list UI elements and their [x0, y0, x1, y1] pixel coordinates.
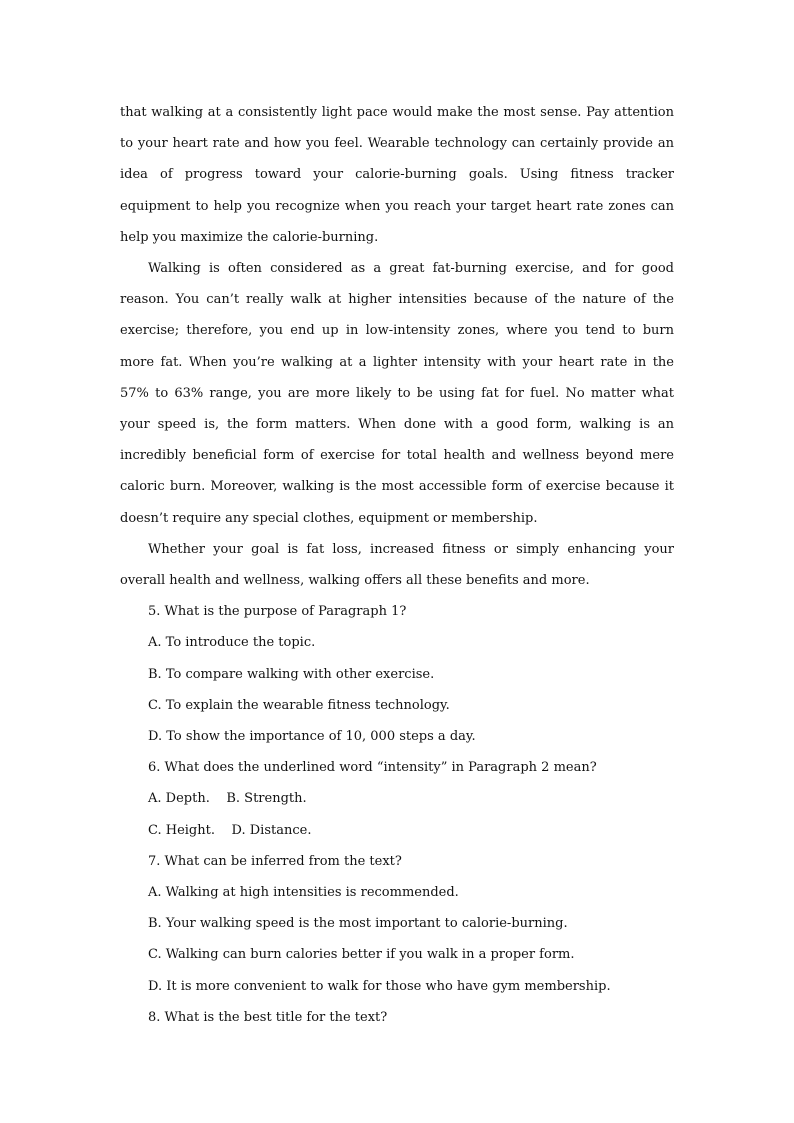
passage-paragraph-2: Walking is often considered as a great fat-burning exercise, and for good reason. You can’t really walk at higher intensities because of the nature of the exercise; therefore, you end up in low-intensity zones, where you tend to burn more fat. When you’re walking at a lighter intensity with your heart rate in the 57% to 63% range, you are more likely to be using fat for fuel. No matter what your speed is, the form matters. When done with a good form, walking is an incredibly beneficial form of exercise for total health and wellness beyond mere caloric burn. Moreover, walking is the most accessible form of exercise because it doesn’t require any special clothes, equipment or membership.: [120, 261, 674, 526]
document-page: [120, 97, 674, 1033]
question-7-option-b: B. Your walking speed is the most important to calorie-burning.: [148, 916, 568, 932]
question-6-options-cd: C. Height. D. Distance.: [148, 822, 312, 838]
question-5-stem: 5. What is the purpose of Paragraph 1?: [148, 604, 407, 620]
question-6-options-ab: A. Depth. B. Strength.: [148, 791, 307, 807]
question-5-option-b: B. To compare walking with other exercise.: [148, 666, 435, 682]
passage-paragraph-1: that walking at a consistently light pace would make the most sense. Pay attention to your heart rate and how you feel. Wearable technology can certainly provide an idea of progress toward your calorie-burning goals. Using fitness tracker equipment to help you recognize when you reach your target heart rate zones can help you maximize the calorie-burning.: [120, 105, 674, 245]
question-5-option-a: A. To introduce the topic.: [148, 635, 316, 651]
question-5-option-c: C. To explain the wearable fitness technology.: [148, 697, 450, 713]
question-7-stem: 7. What can be inferred from the text?: [148, 853, 402, 869]
passage-paragraph-3: Whether your goal is fat loss, increased fitness or simply enhancing your overall health and wellness, walking offers all these benefits and more.: [120, 541, 674, 589]
question-7-option-a: A. Walking at high intensities is recommended.: [148, 885, 459, 901]
question-5-option-d: D. To show the importance of 10, 000 steps a day.: [148, 729, 476, 745]
question-6-stem: 6. What does the underlined word “intensity” in Paragraph 2 mean?: [148, 760, 597, 776]
question-7-option-d: D. It is more convenient to walk for those who have gym membership.: [148, 978, 611, 994]
question-7-option-c: C. Walking can burn calories better if you walk in a proper form.: [148, 947, 575, 963]
question-8-stem: 8. What is the best title for the text?: [148, 1009, 388, 1025]
